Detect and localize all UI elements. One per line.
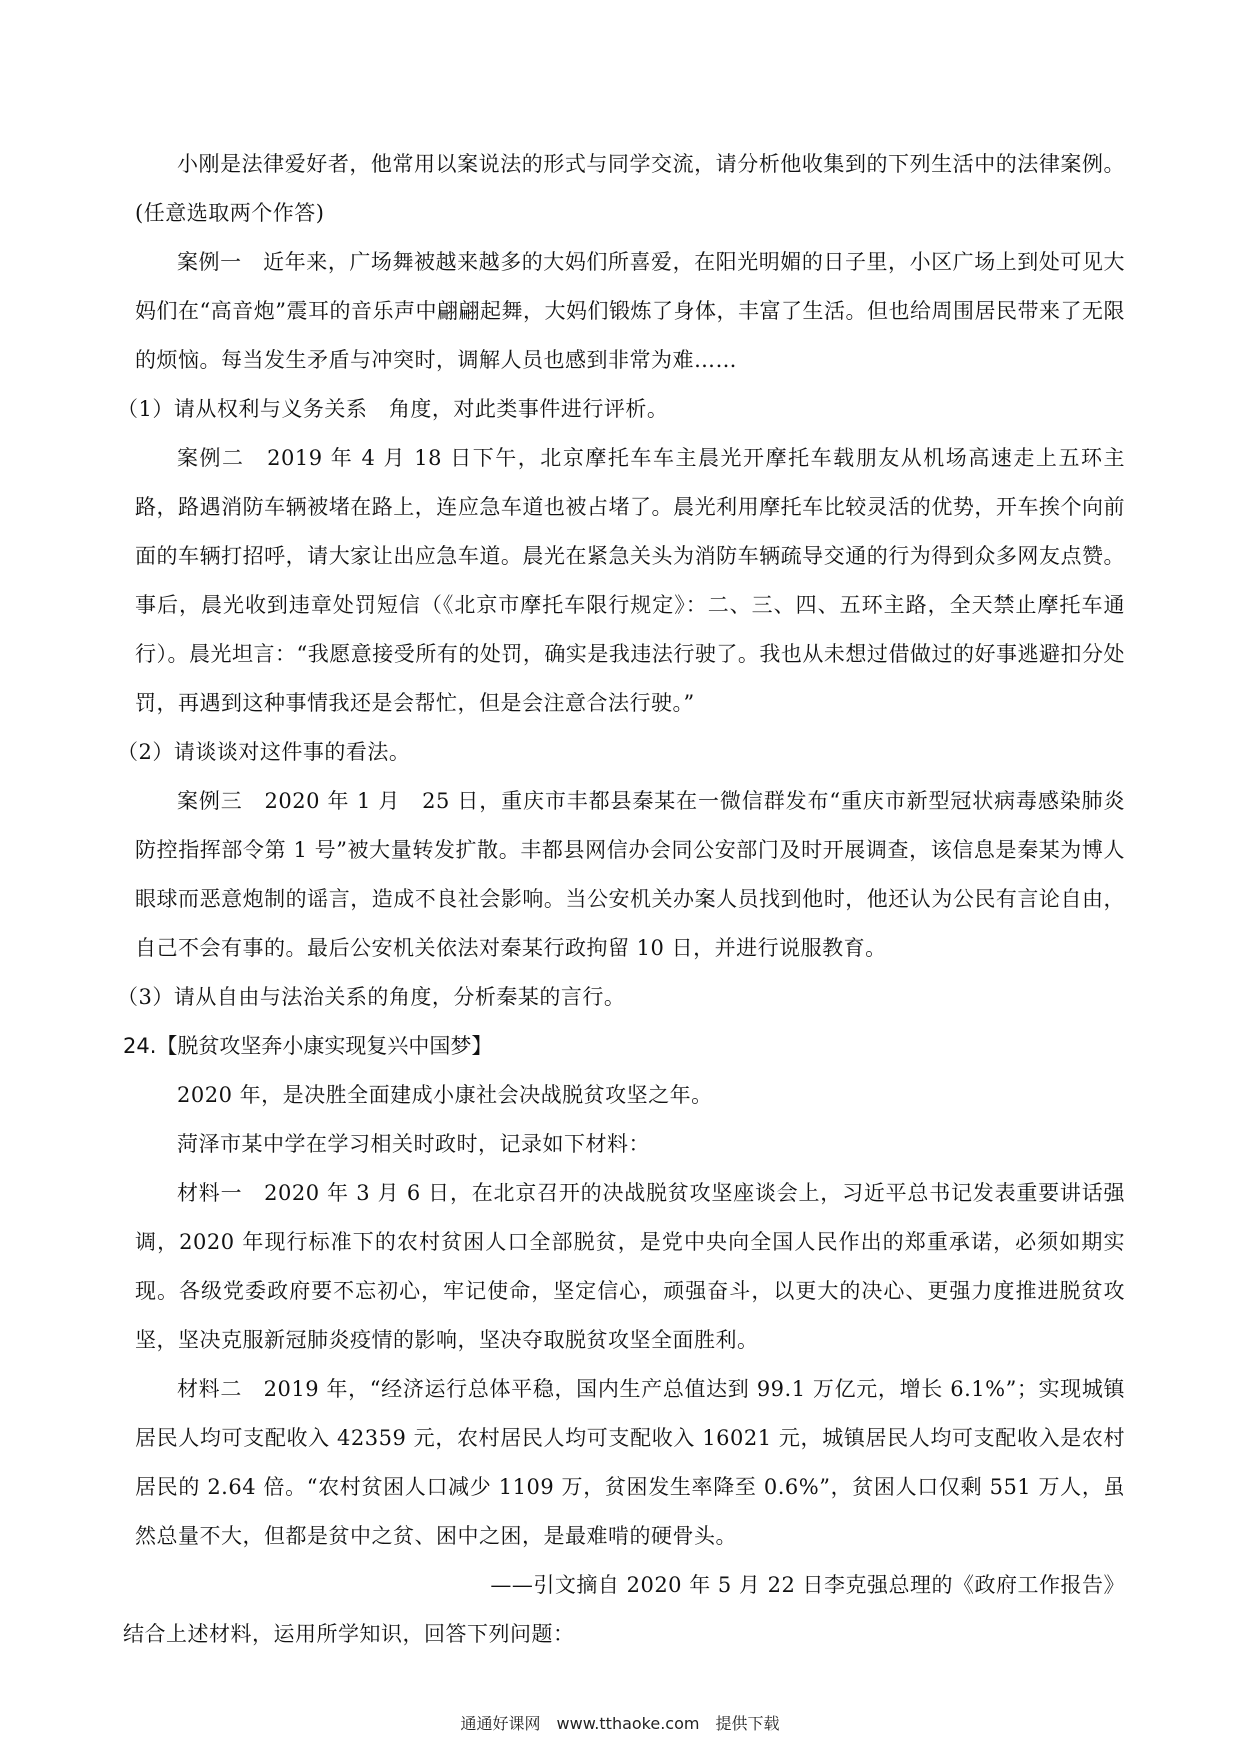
case-one-paragraph: 案例一 近年来，广场舞被越来越多的大妈们所喜爱，在阳光明媚的日子里，小区广场上到处可见大妈们在“高音炮”震耳的音乐声中翩翩起舞，大妈们锻炼了身体，丰富了生活。但也给周围居民带来了无限的烦恼。每当发生矛盾与冲突时，调解人员也感到非常为难……	[135, 250, 1125, 372]
question-2: （2）请谈谈对这件事的看法。	[117, 740, 411, 764]
question-1: （1）请从权利与义务关系 角度，对此类事件进行评析。	[117, 397, 669, 421]
material-two-paragraph: 材料二 2019 年，“经济运行总体平稳，国内生产总值达到 99.1 万亿元，增长 6.1%”；实现城镇居民人均可支配收入 42359 元，农村居民人均可支配收入 16021 元，城镇居民人均可支配收入是农村居民的 2.64 倍。“农村贫困人口减少 1109 万，贫困发生率降至 0.6%”，贫困人口仅剩 551 万人，虽然总量不大，但都是贫中之贫、困中之困，是最难啃的硬骨头。	[135, 1377, 1125, 1548]
citation-line: ——引文摘自 2020 年 5 月 22 日李克强总理的《政府工作报告》	[490, 1573, 1125, 1597]
intro-paragraph: 小刚是法律爱好者，他常用以案说法的形式与同学交流，请分析他收集到的下列生活中的法律案例。(任意选取两个作答)	[135, 152, 1125, 225]
case-two-paragraph: 案例二 2019 年 4 月 18 日下午，北京摩托车车主晨光开摩托车载朋友从机场高速走上五环主路，路遇消防车辆被堵在路上，连应急车道也被占堵了。晨光利用摩托车比较灵活的优势，开车挨个向前面的车辆打招呼，请大家让出应急车道。晨光在紧急关头为消防车辆疏导交通的行为得到众多网友点赞。事后，晨光收到违章处罚短信（《北京市摩托车限行规定》：二、三、四、五环主路，全天禁止摩托车通行）。晨光坦言：“我愿意接受所有的处罚，确实是我违法行驶了。我也从未想过借做过的好事逃避扣分处罚，再遇到这种事情我还是会帮忙，但是会注意合法行驶。”	[135, 446, 1125, 715]
year-2020-line: 2020 年，是决胜全面建成小康社会决战脱贫攻坚之年。	[177, 1083, 713, 1107]
case-three-paragraph: 案例三 2020 年 1 月 25 日，重庆市丰都县秦某在一微信群发布“重庆市新型冠状病毒感染肺炎防控指挥部令第 1 号”被大量转发扩散。丰都县网信办会同公安部门及时开展调查，该信息是秦某为博人眼球而恶意炮制的谣言，造成不良社会影响。当公安机关办案人员找到他时，他还认为公民有言论自由，自己不会有事的。最后公安机关依法对秦某行政拘留 10 日，并进行说服教育。	[135, 789, 1125, 960]
heze-school-line: 菏泽市某中学在学习相关时政时，记录如下材料：	[177, 1132, 650, 1156]
document-body	[117, 140, 1125, 1659]
question-3: （3）请从自由与法治关系的角度，分析秦某的言行。	[117, 985, 626, 1009]
footer-download-note: 通通好课网 www.tthaoke.com 提供下载	[460, 1714, 780, 1733]
question-24-heading: 24.【脱贫攻坚奔小康实现复兴中国梦】	[123, 1034, 493, 1058]
instruction-line: 结合上述材料，运用所学知识，回答下列问题：	[123, 1622, 575, 1646]
material-one-paragraph: 材料一 2020 年 3 月 6 日，在北京召开的决战脱贫攻坚座谈会上，习近平总书记发表重要讲话强调，2020 年现行标准下的农村贫困人口全部脱贫，是党中央向全国人民作出的郑重承诺，必须如期实现。各级党委政府要不忘初心，牢记使命，坚定信心，顽强奋斗，以更大的决心、更强力度推进脱贫攻坚，坚决克服新冠肺炎疫情的影响，坚决夺取脱贫攻坚全面胜利。	[135, 1181, 1125, 1352]
